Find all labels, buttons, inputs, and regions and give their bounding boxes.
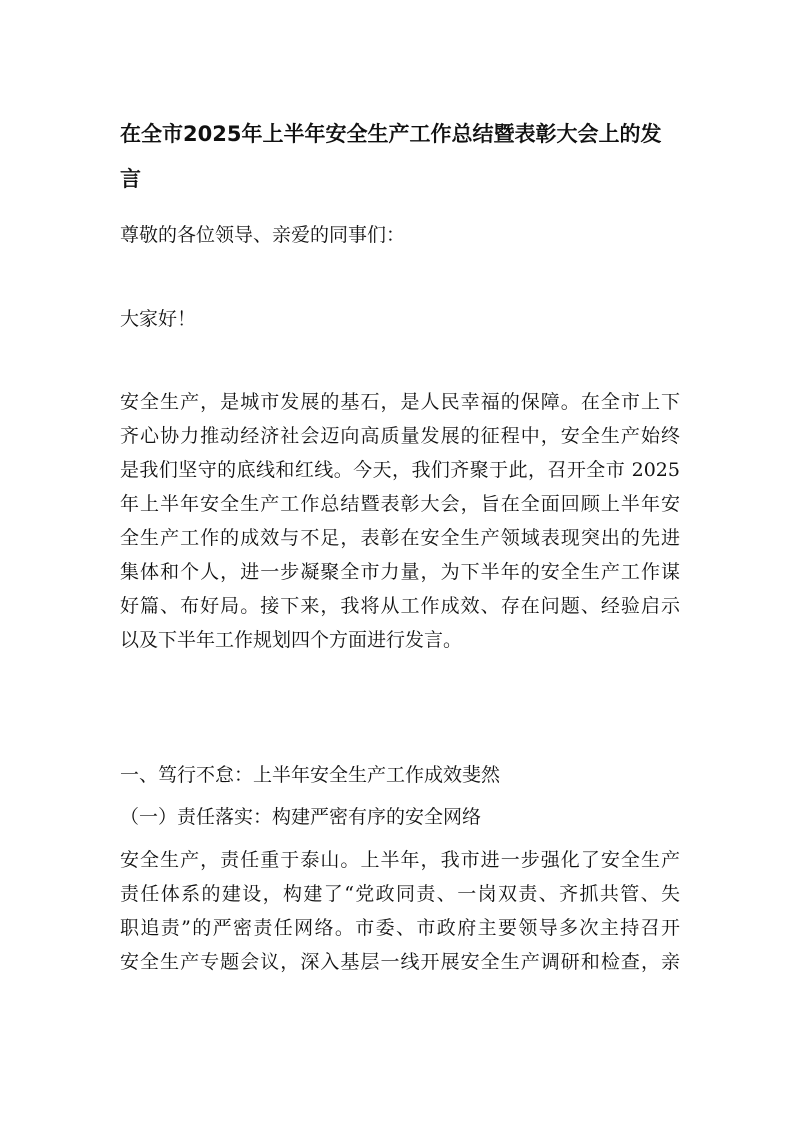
intro-line: 齐心协力推动经济社会迈向高质量发展的征程中，安全生产始终	[120, 425, 680, 447]
intro-line: 以及下半年工作规划四个方面进行发言。	[120, 629, 463, 651]
intro-line: 年上半年安全生产工作总结暨表彰大会，旨在全面回顾上半年安	[120, 493, 680, 515]
body-line: 安全生产，责任重于泰山。上半年，我市进一步强化了安全生产	[120, 849, 680, 871]
subsection-heading: （一）责任落实：构建严密有序的安全网络	[120, 806, 482, 828]
body-paragraph	[120, 843, 680, 979]
salutation: 尊敬的各位领导、亲爱的同事们：	[120, 224, 406, 246]
document-title: 在全市2025年上半年安全生产工作总结暨表彰大会上的发言	[120, 122, 662, 191]
body-line: 责任体系的建设，构建了“党政同责、一岗双责、齐抓共管、失	[120, 883, 680, 905]
intro-line: 集体和个人，进一步凝聚全市力量，为下半年的安全生产工作谋	[120, 561, 680, 583]
intro-paragraph	[120, 385, 680, 657]
body-line: 安全生产专题会议，深入基层一线开展安全生产调研和检查，亲	[120, 951, 680, 973]
intro-line: 全生产工作的成效与不足，表彰在安全生产领域表现突出的先进	[120, 527, 680, 549]
intro-line: 好篇、布好局。接下来，我将从工作成效、存在问题、经验启示	[120, 595, 680, 617]
body-line: 职追责”的严密责任网络。市委、市政府主要领导多次主持召开	[120, 917, 680, 939]
greeting: 大家好！	[120, 308, 197, 330]
intro-line: 安全生产，是城市发展的基石，是人民幸福的保障。在全市上下	[120, 391, 680, 413]
intro-line: 是我们坚守的底线和红线。今天，我们齐聚于此，召开全市 2025	[120, 459, 680, 481]
section-heading: 一、笃行不怠：上半年安全生产工作成效斐然	[120, 764, 501, 786]
